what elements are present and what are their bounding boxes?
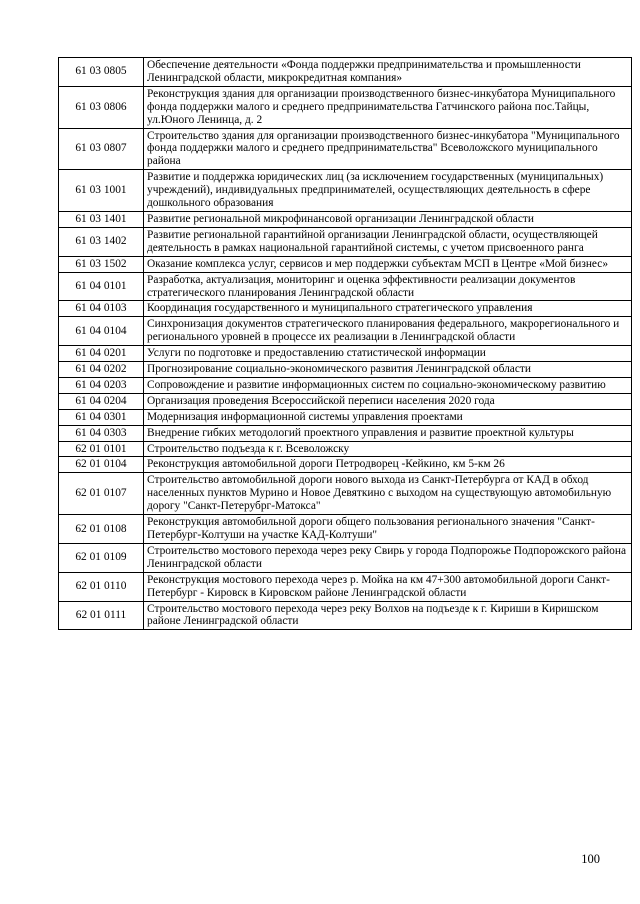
row-code: 61 04 0204 — [59, 393, 144, 409]
table-row — [59, 346, 632, 362]
row-description: Строительство автомобильной дороги нового выхода из Санкт-Петербурга от КАД в обход населенных пунктов Мурино и Новое Девяткино с выходом на существующую автомобильную дорогу "Санкт-Петерубрг-Матокса" — [144, 473, 632, 515]
row-description: Организация проведения Всероссийской переписи населения 2020 года — [144, 393, 632, 409]
row-description: Реконструкция здания для организации производственного бизнес-инкубатора Муниципального фонда поддержки малого и среднего предпринимательства Гатчинского района пос.Тайцы, ул.Юного Ленинца, д. 2 — [144, 86, 632, 128]
row-description: Обеспечение деятельности «Фонда поддержки предпринимательства и промышленности Ленинградской области, микрокредитная компания» — [144, 58, 632, 87]
row-description: Внедрение гибких методологий проектного управления и развитие проектной культуры — [144, 425, 632, 441]
table-row — [59, 211, 632, 227]
table-row — [59, 362, 632, 378]
budget-code-table — [58, 57, 632, 630]
table-row — [59, 256, 632, 272]
row-code: 62 01 0101 — [59, 441, 144, 457]
table-row — [59, 58, 632, 87]
row-code: 61 04 0103 — [59, 301, 144, 317]
table-row — [59, 128, 632, 170]
row-code: 61 03 1001 — [59, 170, 144, 212]
row-description: Строительство здания для организации производственного бизнес-инкубатора "Муниципального фонда поддержки малого и среднего предпринимательства" Всеволожского муниципального района — [144, 128, 632, 170]
row-code: 61 03 1502 — [59, 256, 144, 272]
row-code: 61 04 0303 — [59, 425, 144, 441]
row-code: 62 01 0110 — [59, 572, 144, 601]
row-description: Услуги по подготовке и предоставлению статистической информации — [144, 346, 632, 362]
row-code: 62 01 0108 — [59, 515, 144, 544]
table-row — [59, 86, 632, 128]
row-description: Реконструкция мостового перехода через р. Мойка на км 47+300 автомобильной дороги Санкт-Петербург - Кировск в Кировском районе Ленинградской области — [144, 572, 632, 601]
table-row — [59, 543, 632, 572]
table-row — [59, 601, 632, 630]
table-row — [59, 441, 632, 457]
row-code: 61 03 1402 — [59, 227, 144, 256]
row-code: 61 03 1401 — [59, 211, 144, 227]
row-description: Развитие региональной гарантийной организации Ленинградской области, осуществляющей деятельность в рамках национальной гарантийной системы, с учетом присвоенного ранга — [144, 227, 632, 256]
row-code: 61 03 0806 — [59, 86, 144, 128]
row-code: 62 01 0107 — [59, 473, 144, 515]
table-row — [59, 572, 632, 601]
row-description: Сопровождение и развитие информационных систем по социально-экономическому развитию — [144, 377, 632, 393]
row-description: Развитие и поддержка юридических лиц (за исключением государственных (муниципальных) учреждений), индивидуальных предпринимателей, осуществляющих деятельность в сфере дошкольного образования — [144, 170, 632, 212]
table-row — [59, 272, 632, 301]
table-row — [59, 227, 632, 256]
row-description: Реконструкция автомобильной дороги Петродворец -Кейкино, км 5-км 26 — [144, 457, 632, 473]
row-description: Строительство мостового перехода через реку Свирь у города Подпорожье Подпорожского района Ленинградской области — [144, 543, 632, 572]
row-code: 61 03 0807 — [59, 128, 144, 170]
page-number: 100 — [581, 852, 600, 866]
table-row — [59, 515, 632, 544]
row-code: 61 03 0805 — [59, 58, 144, 87]
row-description: Прогнозирование социально-экономического развития Ленинградской области — [144, 362, 632, 378]
table-row — [59, 377, 632, 393]
row-code: 62 01 0109 — [59, 543, 144, 572]
table-row — [59, 457, 632, 473]
table-body — [59, 58, 632, 630]
row-code: 62 01 0104 — [59, 457, 144, 473]
table-row — [59, 409, 632, 425]
row-description: Разработка, актуализация, мониторинг и оценка эффективности реализации документов стратегического планирования Ленинградской области — [144, 272, 632, 301]
table-row — [59, 473, 632, 515]
row-description: Модернизация информационной системы управления проектами — [144, 409, 632, 425]
table-row — [59, 425, 632, 441]
row-description: Синхронизация документов стратегического планирования федерального, макрорегионального и регионального уровней в процессе их реализации в Ленинградской области — [144, 317, 632, 346]
row-description: Оказание комплекса услуг, сервисов и мер поддержки субъектам МСП в Центре «Мой бизнес» — [144, 256, 632, 272]
row-code: 61 04 0101 — [59, 272, 144, 301]
table-row — [59, 317, 632, 346]
table-row — [59, 301, 632, 317]
row-description: Реконструкция автомобильной дороги общего пользования регионального значения "Санкт-Петербург-Колтуши на участке КАД-Колтуши" — [144, 515, 632, 544]
row-description: Строительство подъезда к г. Всеволожску — [144, 441, 632, 457]
row-code: 61 04 0203 — [59, 377, 144, 393]
table-row — [59, 393, 632, 409]
row-code: 61 04 0301 — [59, 409, 144, 425]
row-code: 61 04 0201 — [59, 346, 144, 362]
row-code: 61 04 0104 — [59, 317, 144, 346]
row-description: Строительство мостового перехода через реку Волхов на подъезде к г. Кириши в Киришском районе Ленинградской области — [144, 601, 632, 630]
table-row — [59, 170, 632, 212]
row-code: 62 01 0111 — [59, 601, 144, 630]
row-code: 61 04 0202 — [59, 362, 144, 378]
row-description: Развитие региональной микрофинансовой организации Ленинградской области — [144, 211, 632, 227]
row-description: Координация государственного и муниципального стратегического управления — [144, 301, 632, 317]
